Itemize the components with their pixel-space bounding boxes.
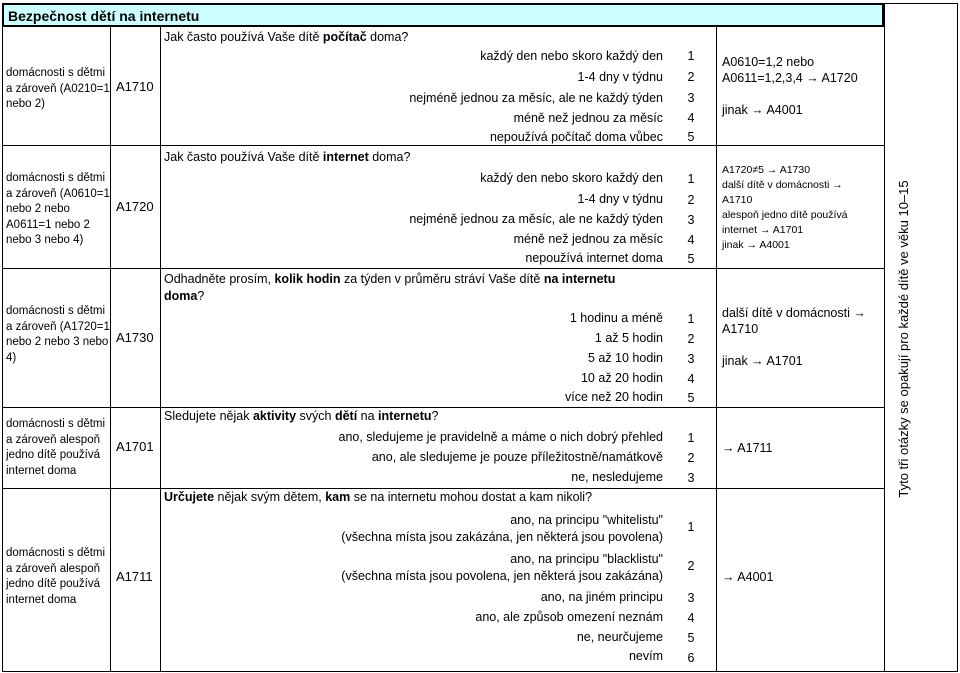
answer-option: méně než jednou za měsíc xyxy=(513,232,663,246)
routing-note: A0610=1,2 nebo A0611=1,2,3,4 → A1720 jinak → A4001 xyxy=(722,55,858,117)
answer-option: nejméně jednou za měsíc, ale ne každý týden xyxy=(409,212,663,226)
answer-code: 4 xyxy=(687,372,695,386)
question-code: A1720 xyxy=(116,199,154,214)
grid-line xyxy=(2,671,957,672)
answer-option: nejméně jednou za měsíc, ale ne každý týden xyxy=(409,91,663,105)
section-condition: domácnosti s dětmi a zároveň alespoň jedno dítě používá internet doma xyxy=(6,418,106,477)
answer-code: 3 xyxy=(687,213,695,227)
routing-note: další dítě v domácnosti → A1710 jinak → A1701 xyxy=(722,306,866,368)
question-text: Odhadněte prosím, kolik hodin za týden v průměru stráví Vaše dítě na internetu doma? xyxy=(164,272,616,303)
answer-code: 3 xyxy=(687,91,695,105)
answer-option: 1-4 dny v týdnu xyxy=(577,70,663,84)
question-text: Sledujete nějak aktivity svých dětí na internetu? xyxy=(164,409,439,423)
answer-code: 4 xyxy=(687,233,695,247)
answer-option: 5 až 10 hodin xyxy=(587,351,663,365)
answer-option: 1 hodinu a méně xyxy=(569,311,663,325)
answer-option: ano, ale způsob omezení neznám xyxy=(475,610,663,624)
routing-note: A1720≠5 → A1730 další dítě v domácnosti → A1710 alespoň jedno dítě používá internet → A1701 jinak → A4001 xyxy=(722,164,848,251)
answer-option: ano, sledujeme je pravidelně a máme o nich dobrý přehled xyxy=(338,430,663,444)
answer-option: každý den nebo skoro každý den xyxy=(480,171,663,185)
answer-option: 10 až 20 hodin xyxy=(580,371,663,385)
answer-code: 5 xyxy=(687,130,695,144)
side-note: Tyto tři otázky se opakují pro každé dítě ve věku 10–15 xyxy=(896,180,911,498)
answer-code: 3 xyxy=(687,352,695,366)
grid-line xyxy=(2,488,884,489)
answer-code: 1 xyxy=(687,172,695,186)
answer-code: 2 xyxy=(687,70,695,84)
grid-line xyxy=(716,27,717,672)
answer-option: ano, ale sledujeme je pouze příležitostně/namátkově xyxy=(371,450,663,464)
section-condition: domácnosti s dětmi a zároveň (A1720=1 nebo 2 nebo 3 nebo 4) xyxy=(6,305,110,364)
answer-option: ne, nesledujeme xyxy=(571,470,663,484)
answer-code: 1 xyxy=(687,520,695,534)
answer-option: ano, na jiném principu xyxy=(540,590,663,604)
answer-code: 4 xyxy=(687,611,695,625)
answer-option: méně než jednou za měsíc xyxy=(513,111,663,125)
grid-line xyxy=(884,27,885,672)
grid-line xyxy=(160,27,161,672)
answer-code: 5 xyxy=(687,252,695,266)
answer-code: 2 xyxy=(687,332,695,346)
answer-option: více než 20 hodin xyxy=(565,390,663,404)
answer-code: 3 xyxy=(687,591,695,605)
answer-code: 5 xyxy=(687,631,695,645)
grid-line xyxy=(2,268,884,269)
answer-code: 2 xyxy=(687,559,695,573)
answer-option: 1-4 dny v týdnu xyxy=(577,192,663,206)
answer-code: 1 xyxy=(687,49,695,63)
grid-line xyxy=(110,27,111,672)
answer-option: nevím xyxy=(628,649,663,663)
grid-line xyxy=(2,27,3,672)
answer-option: ano, na principu "blacklistu" (všechna místa jsou povolena, jen některá jsou zakázána) xyxy=(341,552,663,583)
answer-code: 5 xyxy=(687,391,695,405)
answer-option: každý den nebo skoro každý den xyxy=(480,49,663,63)
answer-code: 3 xyxy=(687,471,695,485)
answer-option: nepoužívá internet doma xyxy=(525,251,663,265)
answer-code: 1 xyxy=(687,431,695,445)
routing-note: → A4001 xyxy=(722,570,774,584)
answer-code: 2 xyxy=(687,451,695,465)
section-condition: domácnosti s dětmi a zároveň alespoň jedno dítě používá internet doma xyxy=(6,547,106,606)
answer-code: 4 xyxy=(687,111,695,125)
question-code: A1710 xyxy=(116,79,154,94)
section-condition: domácnosti s dětmi a zároveň (A0610=1 nebo 2 nebo A0611=1 nebo 2 nebo 3 nebo 4) xyxy=(6,172,110,246)
question-code: A1711 xyxy=(116,569,153,584)
answer-option: nepoužívá počítač doma vůbec xyxy=(489,130,663,144)
question-text: Jak často používá Vaše dítě internet doma? xyxy=(164,150,411,164)
answer-option: 1 až 5 hodin xyxy=(594,331,663,345)
section-condition: domácnosti s dětmi a zároveň (A0210=1 nebo 2) xyxy=(6,67,110,110)
answer-option: ne, neurčujeme xyxy=(576,630,663,644)
routing-note: → A1711 xyxy=(722,441,773,455)
answer-code: 6 xyxy=(687,651,695,665)
grid-line xyxy=(2,145,884,146)
question-text: Jak často používá Vaše dítě počítač doma? xyxy=(164,30,409,44)
question-text: Určujete nějak svým dětem, kam se na internetu mohou dostat a kam nikoli? xyxy=(164,490,593,504)
answer-option: ano, na principu "whitelistu" (všechna místa jsou zakázána, jen některá jsou povolena) xyxy=(341,513,663,544)
question-code: A1701 xyxy=(116,439,154,454)
answer-code: 2 xyxy=(687,193,695,207)
page-title: Bezpečnost dětí na internetu xyxy=(2,3,884,27)
grid-line xyxy=(2,407,884,408)
grid-line xyxy=(957,3,958,672)
question-code: A1730 xyxy=(116,330,154,345)
answer-code: 1 xyxy=(687,312,695,326)
